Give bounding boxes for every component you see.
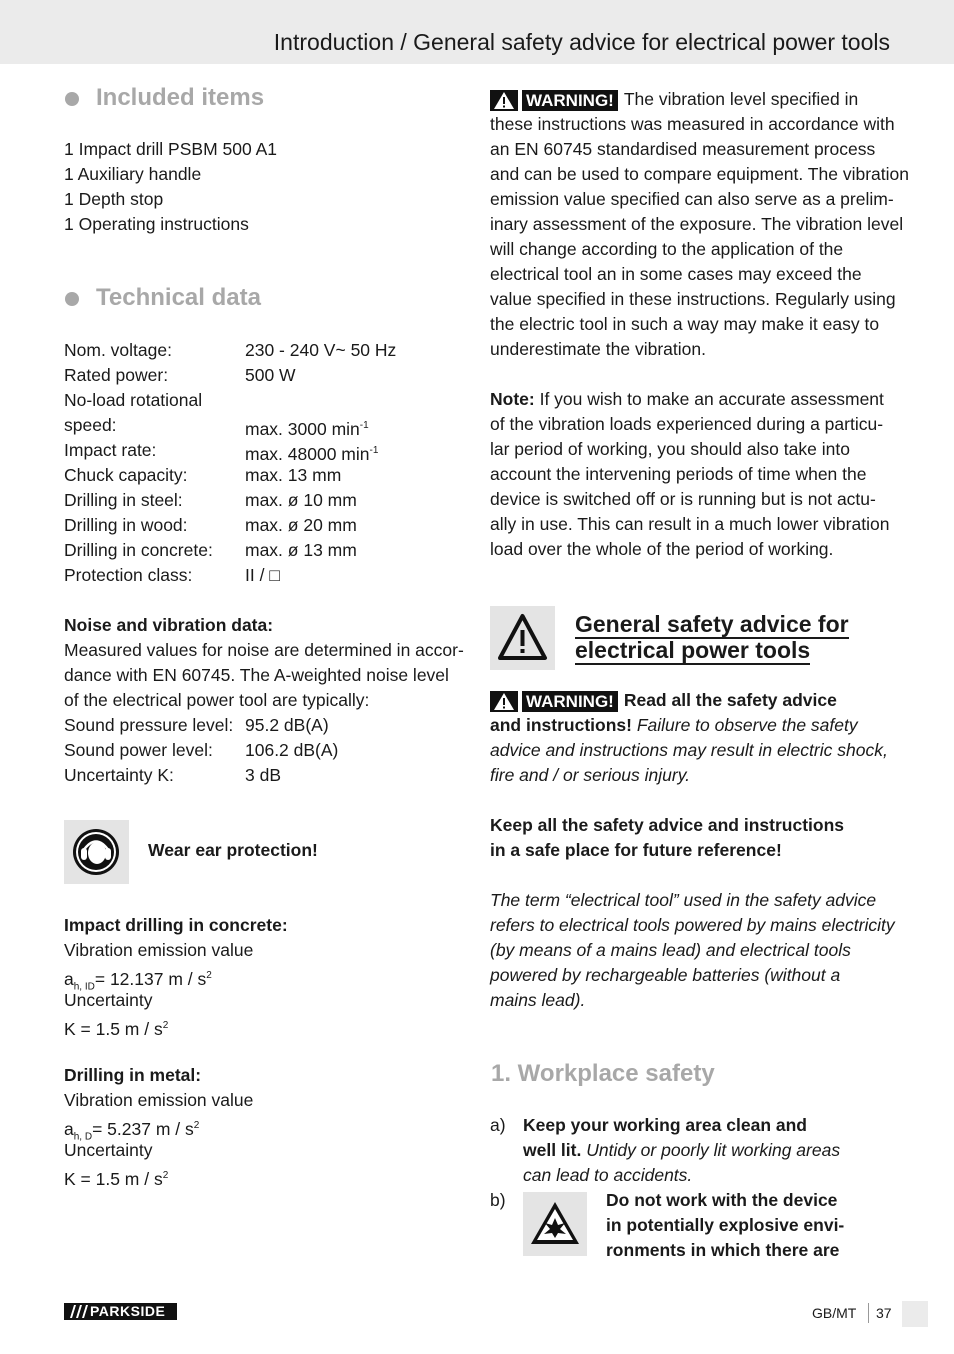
section-bullet — [65, 92, 79, 106]
warning-triangle-icon — [490, 691, 518, 712]
item-line — [523, 1138, 840, 1163]
value-exponent: 2 — [162, 1020, 169, 1031]
spec-label: Drilling in steel: — [64, 490, 183, 510]
keep-line: Keep all the safety advice and instructions — [490, 815, 844, 835]
ear-protection-text: Wear ear protection! — [148, 840, 318, 860]
page-number: 37 — [876, 1305, 892, 1321]
spec-label: Impact rate: — [64, 440, 157, 460]
warning-italic-text: Failure to observe the safety — [631, 715, 858, 735]
note-line: load over the whole of the period of working. — [490, 539, 834, 559]
warning-italic-line: advice and instructions may result in electric shock, — [490, 740, 888, 760]
warning-line: will change according to the application of the — [490, 239, 844, 259]
warning-triangle-icon — [490, 606, 555, 670]
note-label: Note: — [490, 389, 535, 409]
value-exponent: 2 — [193, 1120, 200, 1131]
noise-label: Sound pressure level: — [64, 715, 234, 735]
value-text: K = 1.5 m / s — [64, 1168, 163, 1189]
list-item: 1 Depth stop — [64, 189, 164, 209]
warning-bold-text: and instructions! — [490, 715, 632, 735]
spec-value — [245, 563, 280, 588]
concrete-uncertainty — [64, 1013, 168, 1042]
spec-value: max. ø 13 mm — [245, 540, 357, 560]
item-bold-line: ronments in which there are — [606, 1240, 840, 1260]
term-line: refers to electrical tools powered by mains electricity — [490, 915, 895, 935]
spec-label: Drilling in concrete: — [64, 540, 213, 560]
spec-value: max. ø 10 mm — [245, 490, 357, 510]
spec-value: 500 W — [245, 365, 296, 385]
note-first-line — [490, 387, 884, 412]
warning-text: The vibration level specified in — [623, 89, 859, 109]
warning-line: and can be used to compare equipment. The vibration — [490, 164, 909, 184]
metal-heading: Drilling in metal: — [64, 1065, 202, 1085]
keep-line: in a safe place for future reference! — [490, 840, 782, 860]
note-line: of the vibration loads experienced during a particu- — [490, 414, 884, 434]
spec-label: Drilling in wood: — [64, 515, 188, 535]
warning-line: underestimate the vibration. — [490, 339, 706, 359]
general-safety-title-line2 — [575, 637, 849, 663]
metal-text: Vibration emission value — [64, 1090, 254, 1110]
warning-bold-text: Read all the safety advice — [623, 690, 837, 710]
general-safety-title — [575, 611, 849, 663]
protection-class-symbol: □ — [269, 565, 280, 585]
list-item: 1 Impact drill PSBM 500 A1 — [64, 139, 278, 159]
metal-uncertainty — [64, 1163, 168, 1192]
warning-line: the electric tool in such a way may make it easy to — [490, 314, 880, 334]
spec-label: speed: — [64, 415, 117, 435]
noise-value: 106.2 dB(A) — [245, 740, 339, 760]
warning-label: WARNING! — [522, 691, 618, 712]
general-safety-title-line1 — [575, 611, 849, 637]
list-item: 1 Operating instructions — [64, 214, 249, 234]
symbol-sub: h, ID — [73, 981, 95, 993]
locale-code: GB/MT — [812, 1305, 857, 1321]
note-line: ally in use. This can result in a much lower vibration — [490, 514, 890, 534]
warning-line — [490, 713, 858, 738]
term-line: The term “electrical tool” used in the safety advice — [490, 890, 877, 910]
spec-value-exponent: -1 — [369, 445, 379, 456]
symbol-a: a — [64, 968, 74, 989]
list-item: 1 Auxiliary handle — [64, 164, 202, 184]
footer-divider — [868, 1303, 869, 1323]
warning-line: an EN 60745 standardised measurement process — [490, 139, 876, 159]
warning-label: WARNING! — [522, 90, 618, 111]
item-bold-text: Keep your working area clean and — [523, 1115, 807, 1135]
ear-protection-icon — [64, 820, 129, 884]
warning-triangle-icon — [490, 90, 518, 111]
noise-label: Uncertainty K: — [64, 765, 174, 785]
warning-badge — [490, 90, 618, 111]
warning-line: value specified in these instructions. Regularly using — [490, 289, 896, 309]
value-text: = 5.237 m / s — [92, 1118, 194, 1139]
warning-badge — [490, 691, 618, 712]
item-italic-line: can lead to accidents. — [523, 1165, 693, 1185]
workplace-safety-heading: 1. Workplace safety — [491, 1060, 715, 1087]
spec-value-exponent: -1 — [359, 420, 369, 431]
item-bold-line: Do not work with the device — [606, 1190, 838, 1210]
title-text: electrical power tools — [575, 637, 811, 663]
term-line: powered by rechargeable batteries (without a — [490, 965, 841, 985]
item-marker: b) — [490, 1190, 506, 1210]
term-line: (by means of a mains lead) and electrical tools — [490, 940, 851, 960]
note-line: account the intervening periods of time when the — [490, 464, 867, 484]
spec-label: Protection class: — [64, 565, 193, 585]
noise-text-line: dance with EN 60745. The A-weighted noise level — [64, 665, 449, 685]
metal-text: Uncertainty — [64, 1140, 153, 1160]
warning-first-line — [490, 688, 837, 713]
spec-label: No-load rotational — [64, 390, 203, 410]
spec-label: Rated power: — [64, 365, 169, 385]
brand-name: PARKSIDE — [90, 1303, 166, 1319]
note-line: device is switched off or is running but is not actu- — [490, 489, 876, 509]
noise-value: 3 dB — [245, 765, 281, 785]
technical-data-heading: Technical data — [96, 284, 261, 311]
note-line: lar period of working, you should also take into — [490, 439, 850, 459]
value-text: K = 1.5 m / s — [64, 1018, 163, 1039]
noise-text-line: of the electrical power tool are typically: — [64, 690, 370, 710]
spec-value: max. ø 20 mm — [245, 515, 357, 535]
title-text: General safety advice for — [575, 611, 849, 637]
concrete-text: Vibration emission value — [64, 940, 254, 960]
warning-line: emission value specified can also serve as a prelim- — [490, 189, 894, 209]
item-italic-text: Untidy or poorly lit working areas — [581, 1140, 841, 1160]
item-bold-line: in potentially explosive envi- — [606, 1215, 845, 1235]
noise-value: 95.2 dB(A) — [245, 715, 329, 735]
item-marker: a) — [490, 1115, 506, 1135]
term-line: mains lead). — [490, 990, 586, 1010]
spec-label: Chuck capacity: — [64, 465, 188, 485]
spec-value: max. 13 mm — [245, 465, 342, 485]
spec-value-text: max. 48000 min — [245, 443, 370, 464]
warning-line: these instructions was measured in accordance with — [490, 114, 895, 134]
symbol-sub: h, D — [73, 1131, 93, 1143]
concrete-heading: Impact drilling in concrete: — [64, 915, 288, 935]
concrete-text: Uncertainty — [64, 990, 153, 1010]
noise-text-line: Measured values for noise are determined in accor- — [64, 640, 464, 660]
value-exponent: 2 — [162, 1170, 169, 1181]
brand-logo — [64, 1303, 177, 1320]
spec-value: 230 - 240 V~ 50 Hz — [245, 340, 397, 360]
symbol-a: a — [64, 1118, 74, 1139]
spec-label: Nom. voltage: — [64, 340, 172, 360]
page-header-title: Introduction / General safety advice for electrical power tools — [273, 29, 890, 55]
warning-italic-line: fire and / or serious injury. — [490, 765, 691, 785]
section-bullet — [65, 292, 79, 306]
warning-first-line — [490, 87, 858, 112]
note-text: If you wish to make an accurate assessment — [534, 389, 884, 409]
noise-heading: Noise and vibration data: — [64, 615, 274, 635]
explosive-hazard-icon — [523, 1192, 587, 1256]
noise-label: Sound power level: — [64, 740, 213, 760]
included-items-heading: Included items — [96, 84, 265, 111]
spec-value-text: II / — [245, 565, 270, 585]
warning-line: electrical tool an in some cases may exceed the — [490, 264, 862, 284]
item-bold-text: well lit. — [523, 1140, 582, 1160]
warning-line: inary assessment of the exposure. The vibration level — [490, 214, 904, 234]
footer-tab — [902, 1301, 928, 1327]
value-exponent: 2 — [206, 970, 212, 981]
spec-value-text: max. 3000 min — [245, 418, 360, 439]
value-text: = 12.137 m / s — [94, 968, 207, 989]
